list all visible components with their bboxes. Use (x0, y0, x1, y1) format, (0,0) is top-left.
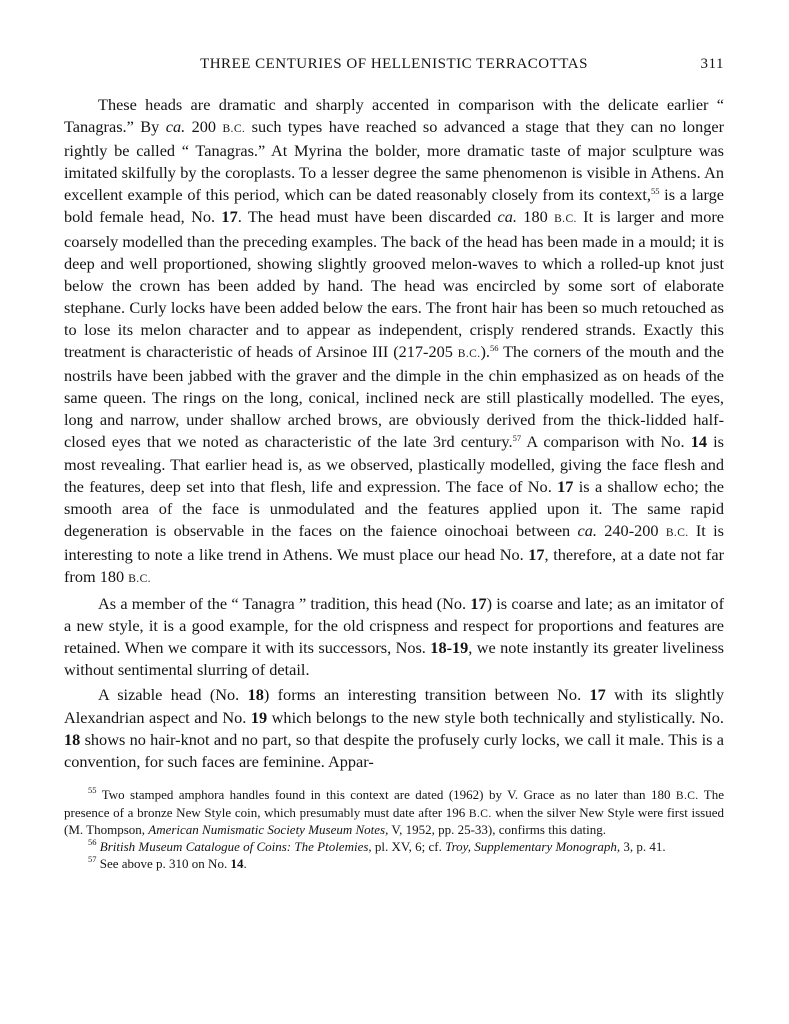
text-run: 17 (470, 594, 487, 614)
text-run: 14 (230, 856, 244, 871)
footnote-marker: 57 (512, 433, 522, 444)
text-run: It is interesting to note a like trend in Athens. We must place our head No. (64, 520, 724, 564)
paragraph-3 (64, 684, 724, 772)
text-run: 17 (221, 207, 238, 227)
running-header (64, 56, 724, 78)
text-run: A comparison with No. (521, 432, 691, 452)
text-run: 18 (247, 685, 264, 705)
running-title: THREE CENTURIES OF HELLENISTIC TERRACOTTAS (200, 56, 588, 72)
text-run: 3, p. 41. (620, 839, 666, 855)
text-run: It is larger and more coarsely modelled than the preceding examples. The back of the head has been made in a mould; it is deep and well proportioned, showing slightly grooved melon-waves to which a rolled-up knot just below the crown has been added by hand. The head was encircled by some sort of elaborate stephane. Curly locks have been added below the ears. The front hair has been so much retouched as to lose its melon character and to appear as independent, crisply rendered strands. Exactly this treatment is characteristic of heads of Arsinoe III (217-205 (64, 207, 724, 362)
text-run: 17 (528, 544, 545, 564)
text-run: V, 1952, pp. 25-33), confirms this dating. (388, 822, 606, 838)
footnote-marker: 55 (650, 186, 660, 197)
text-run: ca. (577, 520, 597, 540)
paragraph-1 (64, 94, 724, 590)
text-run: As a member of the “ Tanagra ” tradition, this head (No. (98, 594, 471, 614)
text-run: The presence of a bronze New Style coin, which presumably must date after 196 (64, 786, 724, 820)
text-run: These heads are dramatic and sharply accented in comparison with the delicate earlier “ Tanagras.” By (64, 95, 724, 137)
text-run: 240-200 (596, 520, 666, 540)
text-run: 18 (64, 729, 81, 749)
text-run: B.C. (128, 572, 151, 585)
text-run: 14 (690, 432, 707, 452)
text-run: 17 (589, 685, 606, 705)
text-run: , therefore, at a date not far from 180 (64, 544, 724, 586)
text-run: is most revealing. That earlier head is, as we observed, plastically modelled, giving the face flesh and the features, deep set into that flesh, life and expression. The face of No. (64, 432, 724, 496)
text-run: ca. (497, 207, 517, 227)
text-run: 17 (557, 476, 574, 496)
text-run: 18-19 (430, 638, 469, 658)
text-run: 180 (516, 207, 555, 227)
text-run: ca. (165, 117, 186, 137)
text-run: B.C. (675, 789, 699, 802)
paragraph-2 (64, 593, 724, 681)
text-run: B.C. (457, 348, 481, 361)
footnote-marker: 56 (489, 343, 499, 354)
document-page (64, 56, 724, 873)
footnote-marker: 55 (88, 784, 97, 795)
text-run: . (243, 856, 247, 871)
body-text (64, 94, 724, 773)
footnotes (64, 784, 724, 873)
text-run: which belongs to the new style both technically and stylistically. No. (267, 707, 724, 727)
text-run: B.C. (665, 526, 689, 539)
text-run: B.C. (222, 123, 246, 136)
text-run: ). (480, 342, 490, 362)
text-run: is a shallow echo; the smooth area of the face is unmodulated and the features applied upon it. The same rapid degeneration is observable in the faces on the faience oinochoai between (64, 476, 725, 540)
text-run: with its slightly Alexandrian aspect and No. (64, 685, 724, 727)
text-run: British Museum Catalogue of Coins: The Ptolemies, (99, 839, 372, 855)
text-run: 200 (185, 117, 223, 137)
text-run: such types have reached so advanced a stage that they can no longer rightly be called “ Tanagras.” At Myrina the bolder, more dramatic taste of major sculpture was imitated skilfully by the coroplasts. To a lesser degree the same phenomenon is visible in Athens. An excellent example of this period, which can be dated reasonably closely from its context, (64, 117, 725, 205)
text-run: , we note instantly its greater liveliness without sentimental slurring of detail. (64, 638, 724, 680)
text-run: shows no hair-knot and no part, so that despite the profusely curly locks, we call it male. This is a convention, for such faces are feminine. Appar- (64, 729, 724, 771)
footnote-marker: 56 (88, 837, 97, 848)
footnote-marker: 57 (88, 854, 97, 864)
footnote-3 (64, 856, 724, 873)
text-run: ) forms an interesting transition between No. (263, 685, 590, 705)
text-run: ) is coarse and late; as an imitator of a new style, it is a good example, for the old crispness and respect for proportions and features are retained. When we compare it with its successors, Nos. (64, 594, 724, 658)
page-number: 311 (700, 56, 724, 72)
text-run: The corners of the mouth and the nostrils have been jabbed with the graver and the dimple in the chin emphasized as on heads of the same queen. The rings on the long, conical, inclined neck are still plastically modelled. The eyes, long and narrow, under shallow arched brows, are obviously derived from the thick-lidded half-closed eyes that we noted as characteristic of the late 3rd century. (64, 342, 724, 452)
footnote-1 (64, 784, 724, 839)
text-run: pl. XV, 6; cf. (371, 839, 446, 855)
text-run: A sizable head (No. (98, 685, 248, 705)
text-run: when the silver New Style were first issued (M. Thompson, (64, 804, 724, 838)
text-run: Two stamped amphora handles found in this context are dated (1962) by V. Grace as no later than 180 (96, 786, 676, 802)
footnote-2 (64, 839, 724, 856)
text-run: is a large bold female head, No. (64, 185, 724, 227)
text-run: . The head must have been discarded (237, 207, 498, 227)
text-run: B.C. (554, 213, 577, 226)
text-run: 19 (250, 707, 268, 727)
text-run: B.C. (468, 807, 492, 820)
text-run: Troy, Supplementary Monograph, (445, 839, 621, 855)
text-run: American Numismatic Society Museum Notes, (148, 822, 389, 838)
text-run: See above p. 310 on No. (96, 856, 231, 871)
